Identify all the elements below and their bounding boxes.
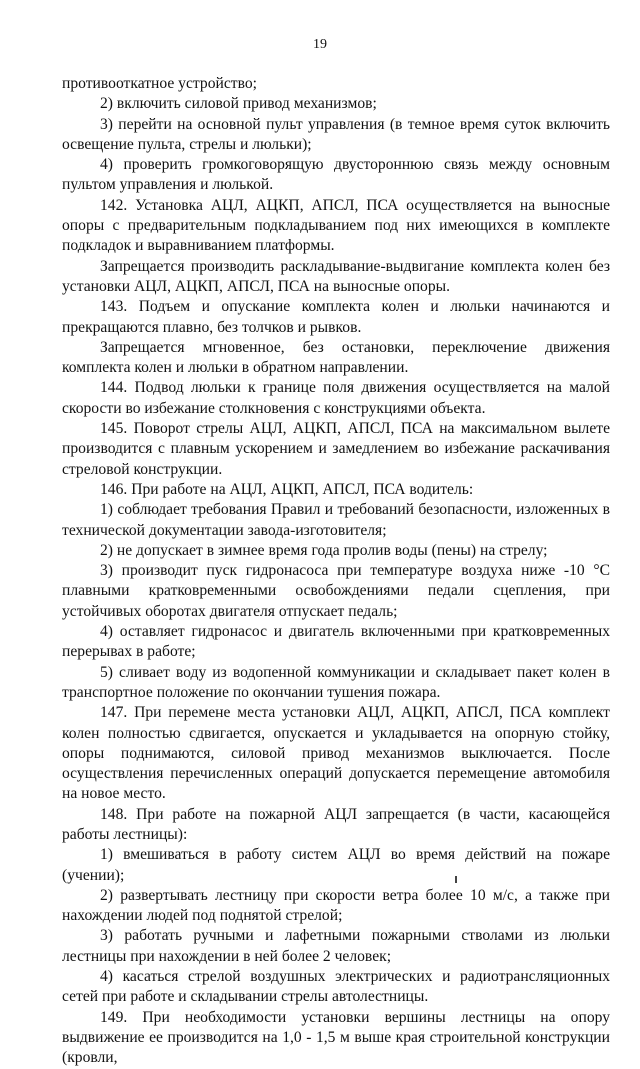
scan-mark	[455, 876, 457, 883]
list-item: 2) развертывать лестницу при скорости ветра более 10 м/с, а также при нахождении людей под поднятой стрелой;	[62, 886, 610, 925]
paragraph: Запрещается производить раскладывание-выдвигание комплекта колен без установки АЦЛ, АЦКП, АПСЛ, ПСА на выносные опоры.	[62, 257, 610, 295]
list-item: 1) вмешиваться в работу систем АЦЛ во время действий на пожаре (учении);	[62, 846, 610, 884]
list-item: 4) проверить громкоговорящую двустороннюю связь между основным пультом управления и люлькой.	[62, 156, 610, 194]
list-item: 3) перейти на основной пульт управления (в темное время суток включить освещение пульта, стрелы и люльки);	[62, 115, 610, 153]
list-item: 2) включить силовой привод механизмов;	[100, 95, 377, 113]
document-body	[62, 74, 610, 1069]
clause-149: 149. При необходимости установки вершины лестницы на опору выдвижение ее производится на 1,0 - 1,5 м выше края строительной конструкции (кровли,	[62, 1008, 610, 1067]
list-item: 4) оставляет гидронасос и двигатель включенными при кратковременных перерывах в работе;	[62, 623, 610, 661]
clause-146: 146. При работе на АЦЛ, АЦКП, АПСЛ, ПСА водитель:	[100, 480, 474, 498]
clause-143: 143. Подъем и опускание комплекта колен и люльки начинаются и прекращаются плавно, без толчков и рывков.	[62, 298, 610, 336]
paragraph: Запрещается мгновенное, без остановки, переключение движения комплекта колен и люльки в обратном направлении.	[62, 338, 610, 377]
list-item: 4) касаться стрелой воздушных электрических и радиотрансляционных сетей при работе и складывании стрелы автолестницы.	[62, 968, 610, 1006]
list-item: 5) сливает воду из водопенной коммуникации и складывает пакет колен в транспортное положение по окончании тушения пожара.	[62, 663, 610, 701]
list-item: 3) работать ручными и лафетными пожарными стволами из люльки лестницы при нахождении в ней более 2 человек;	[62, 927, 610, 965]
clause-144: 144. Подвод люльки к границе поля движения осуществляется на малой скорости во избежание столкновения с конструкциями объекта.	[62, 379, 610, 417]
clause-147: 147. При перемене места установки АЦЛ, АЦКП, АПСЛ, ПСА комплект колен полностью сдвигается, опускается и укладывается на опорную стойку, опоры поднимаются, силовой привод механизмов выключается. После осуществления перечисленных операций допускается перемещение автомобиля на новое место.	[62, 704, 610, 803]
list-item: 2) не допускает в зимнее время года пролив воды (пены) на стрелу;	[100, 541, 548, 559]
clause-148: 148. При работе на пожарной АЦЛ запрещается (в части, касающейся работы лестницы):	[62, 805, 610, 843]
clause-142: 142. Установка АЦЛ, АЦКП, АПСЛ, ПСА осуществляется на выносные опоры с предварительным подкладыванием под них имеющихся в комплекте подкладок и выравниванием платформы.	[62, 196, 610, 255]
clause-145: 145. Поворот стрелы АЦЛ, АЦКП, АПСЛ, ПСА на максимальном вылете производится с плавным ускорением и замедлением во избежание раскачивания стреловой конструкции.	[62, 420, 610, 478]
list-item: 1) соблюдает требования Правил и требований безопасности, изложенных в технической документации завода-изготовителя;	[62, 501, 610, 539]
page-number: 19	[313, 37, 327, 52]
paragraph-continuation: противооткатное устройство;	[62, 75, 257, 92]
list-item: 3) производит пуск гидронасоса при температуре воздуха ниже -10 °С плавными кратковременными освобождениями педали сцепления, при устойчивых оборотах двигателя отпускает педаль;	[62, 562, 610, 620]
